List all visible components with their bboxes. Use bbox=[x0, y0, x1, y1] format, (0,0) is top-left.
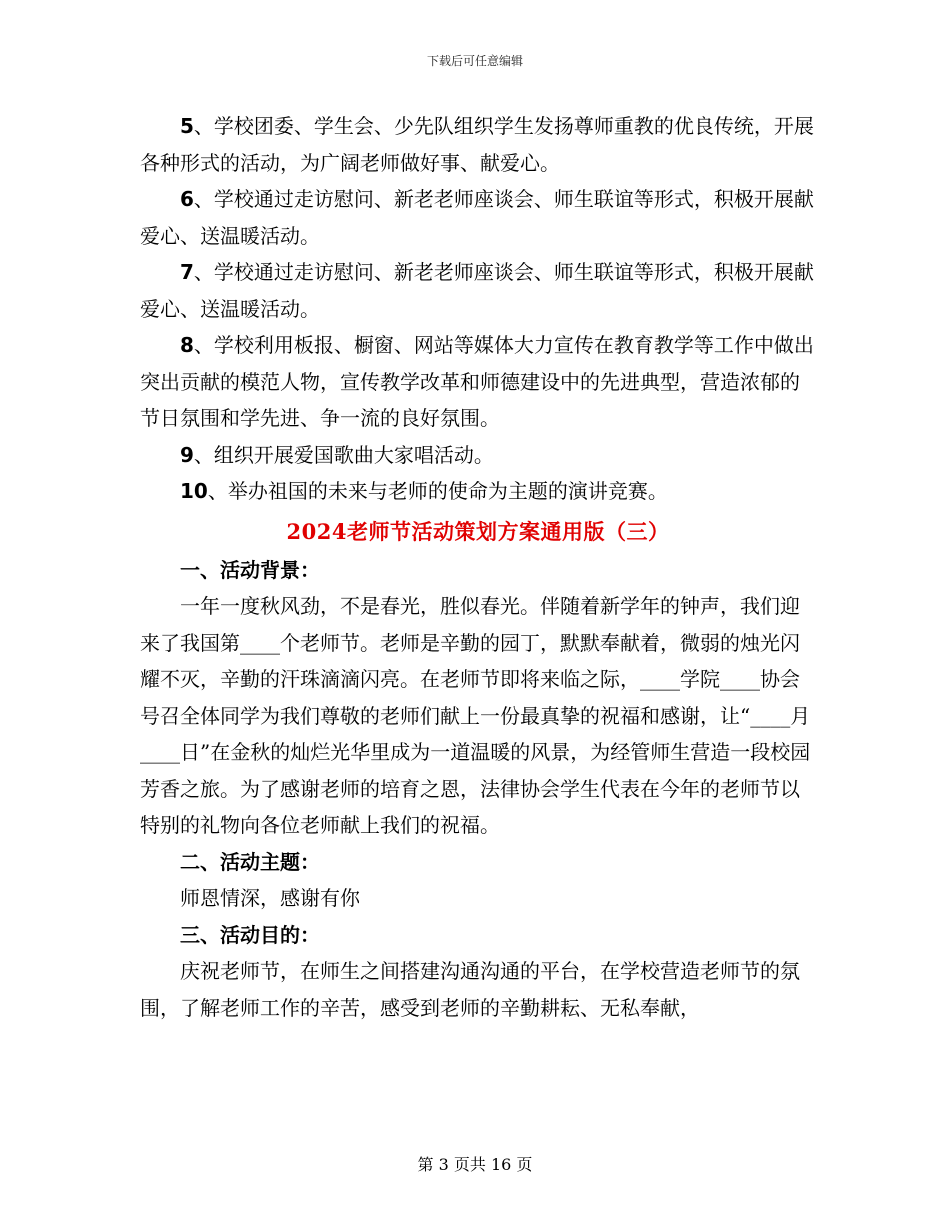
list-item bbox=[140, 327, 816, 437]
page-number: 第 3 页共 16 页 bbox=[417, 1155, 533, 1174]
list-item bbox=[140, 181, 816, 254]
item-number: 5 bbox=[180, 114, 194, 138]
header-note: 下载后可任意编辑 bbox=[426, 54, 523, 68]
item-number: 6 bbox=[180, 187, 194, 211]
section-heading-purpose: 三、活动目的： bbox=[180, 922, 320, 947]
document-body bbox=[140, 108, 816, 1026]
item-text: 、组织开展爱国歌曲大家唱活动。 bbox=[193, 442, 494, 467]
item-number: 9 bbox=[180, 442, 194, 467]
item-text: 、学校团委、学生会、少先队组织学生发扬尊师重教的优良传统，开展各种形式的活动，为广阔老师做好事、献爱心。 bbox=[140, 114, 814, 175]
document-title: 2024老师节活动策划方案通用版（三） bbox=[286, 518, 670, 544]
section-heading-theme: 二、活动主题： bbox=[180, 849, 320, 874]
item-number: 8 bbox=[180, 333, 194, 357]
item-number: 7 bbox=[180, 260, 194, 284]
list-item bbox=[140, 473, 816, 510]
section-body-background: 一年一度秋风劲，不是春光，胜似春光。伴随着新学年的钟声，我们迎来了我国第____个老师节。老师是辛勤的园丁，默默奉献着，微弱的烛光闪耀不灭，辛勤的汗珠滴滴闪亮。在老师节即将来临之际，____学院____协会号召全体同学为我们尊敬的老师们献上一份最真挚的祝福和感谢，让“____月____日”在金秋的灿烂光华里成为一道温暖的风景，为经管师生营造一段校园芳香之旅。为了感谢老师的培育之恩，法律协会学生代表在今年的老师节以特别的礼物向各位老师献上我们的祝福。 bbox=[140, 594, 811, 837]
item-text: 、学校通过走访慰问、新老老师座谈会、师生联谊等形式，积极开展献爱心、送温暖活动。 bbox=[140, 260, 814, 321]
item-text: 、举办祖国的未来与老师的使命为主题的演讲竞赛。 bbox=[207, 479, 668, 503]
item-number: 10 bbox=[180, 479, 208, 503]
list-item bbox=[140, 437, 816, 474]
item-text: 、学校通过走访慰问、新老老师座谈会、师生联谊等形式，积极开展献爱心、送温暖活动。 bbox=[140, 187, 814, 248]
section-body-theme: 师恩情深，感谢有你 bbox=[180, 886, 360, 910]
list-item bbox=[140, 108, 816, 181]
list-item bbox=[140, 254, 816, 327]
section-heading-background: 一、活动背景： bbox=[180, 557, 320, 582]
section-body-purpose: 庆祝老师节，在师生之间搭建沟通沟通的平台，在学校营造老师节的氛围，了解老师工作的辛苦，感受到老师的辛勤耕耘、无私奉献， bbox=[140, 959, 800, 1020]
item-text: 、学校利用板报、橱窗、网站等媒体大力宣传在教育教学等工作中做出突出贡献的模范人物，宣传教学改革和师德建设中的先进典型，营造浓郁的节日氛围和学先进、争一流的良好氛围。 bbox=[140, 333, 814, 430]
